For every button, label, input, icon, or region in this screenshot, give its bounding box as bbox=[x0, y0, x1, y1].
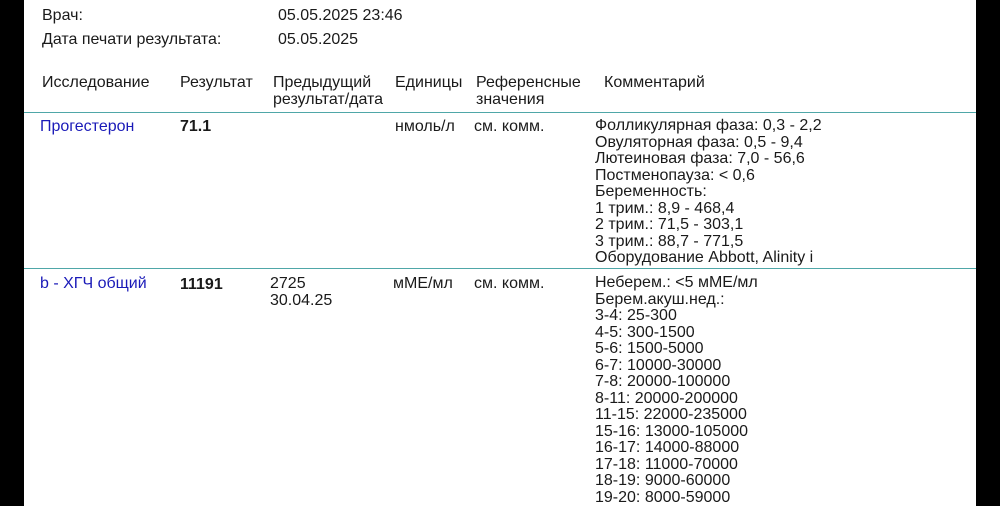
column-header-comment: Комментарий bbox=[604, 74, 705, 91]
doctor-value: 05.05.2025 23:46 bbox=[278, 7, 403, 24]
reference-value: см. комм. bbox=[474, 118, 545, 135]
study-name: Прогестерон bbox=[40, 118, 135, 135]
previous-date: 30.04.25 bbox=[270, 292, 333, 309]
comment-line: 15-16: 13000-105000 bbox=[595, 422, 749, 440]
comment-line: 16-17: 14000-88000 bbox=[595, 439, 740, 456]
column-header-reference: Референсные значения bbox=[476, 74, 581, 108]
comment-line: Овуляторная фаза: 0,5 - 9,4 bbox=[595, 133, 803, 151]
comment-line: 1 трим.: 8,9 - 468,4 bbox=[595, 199, 735, 217]
reference-value: см. комм. bbox=[474, 275, 545, 292]
comment-line: 11-15: 22000-235000 bbox=[595, 406, 747, 423]
comment-line: Фолликулярная фаза: 0,3 - 2,2 bbox=[595, 117, 822, 134]
comment-line: Лютеиновая фаза: 7,0 - 56,6 bbox=[595, 150, 805, 167]
result-value: 11191 bbox=[180, 276, 223, 293]
comment-line: 18-19: 9000-60000 bbox=[595, 472, 731, 489]
comment-line: 4-5: 300-1500 bbox=[595, 323, 695, 341]
result-value: 71.1 bbox=[180, 118, 212, 135]
comment-line: 3-4: 25-300 bbox=[595, 307, 677, 324]
doctor-label: Врач: bbox=[42, 7, 83, 24]
comment-line: 19-20: 8000-59000 bbox=[595, 488, 731, 506]
comment-line: 8-11: 20000-200000 bbox=[595, 389, 738, 407]
comment-line: 17-18: 11000-70000 bbox=[595, 455, 738, 473]
comment-line: 3 трим.: 88,7 - 771,5 bbox=[595, 232, 744, 250]
comment-line: 7-8: 20000-100000 bbox=[595, 373, 731, 390]
header-divider bbox=[24, 112, 976, 113]
comment-line: Беременность: bbox=[595, 183, 707, 200]
previous-result bbox=[270, 275, 332, 309]
lab-report-page bbox=[24, 0, 976, 506]
cut-off-top-line bbox=[24, 0, 976, 4]
column-header-previous: Предыдущий результат/дата bbox=[273, 74, 384, 108]
units-value: нмоль/л bbox=[395, 118, 455, 135]
study-name: b - ХГЧ общий bbox=[40, 275, 147, 292]
column-header-result: Результат bbox=[180, 74, 253, 91]
print-date-value: 05.05.2025 bbox=[278, 31, 359, 48]
comment-line: 2 трим.: 71,5 - 303,1 bbox=[595, 216, 744, 233]
row-divider bbox=[24, 268, 976, 269]
print-date-label: Дата печати результата: bbox=[42, 31, 222, 48]
column-header-units: Единицы bbox=[395, 74, 463, 91]
column-header-study: Исследование bbox=[42, 74, 150, 91]
units-value: мМЕ/мл bbox=[393, 275, 453, 292]
comment-line: 5-6: 1500-5000 bbox=[595, 340, 704, 357]
comment-line: Неберем.: <5 мМЕ/мл bbox=[595, 274, 758, 291]
comment-block bbox=[595, 275, 758, 506]
comment-line: Оборудование Abbott, Alinity i bbox=[595, 249, 814, 266]
comment-line: 6-7: 10000-30000 bbox=[595, 356, 722, 374]
previous-value: 2725 bbox=[270, 275, 306, 292]
comment-line: Берем.акуш.нед.: bbox=[595, 290, 725, 308]
comment-block bbox=[595, 118, 822, 267]
comment-line: Постменопауза: < 0,6 bbox=[595, 166, 755, 184]
